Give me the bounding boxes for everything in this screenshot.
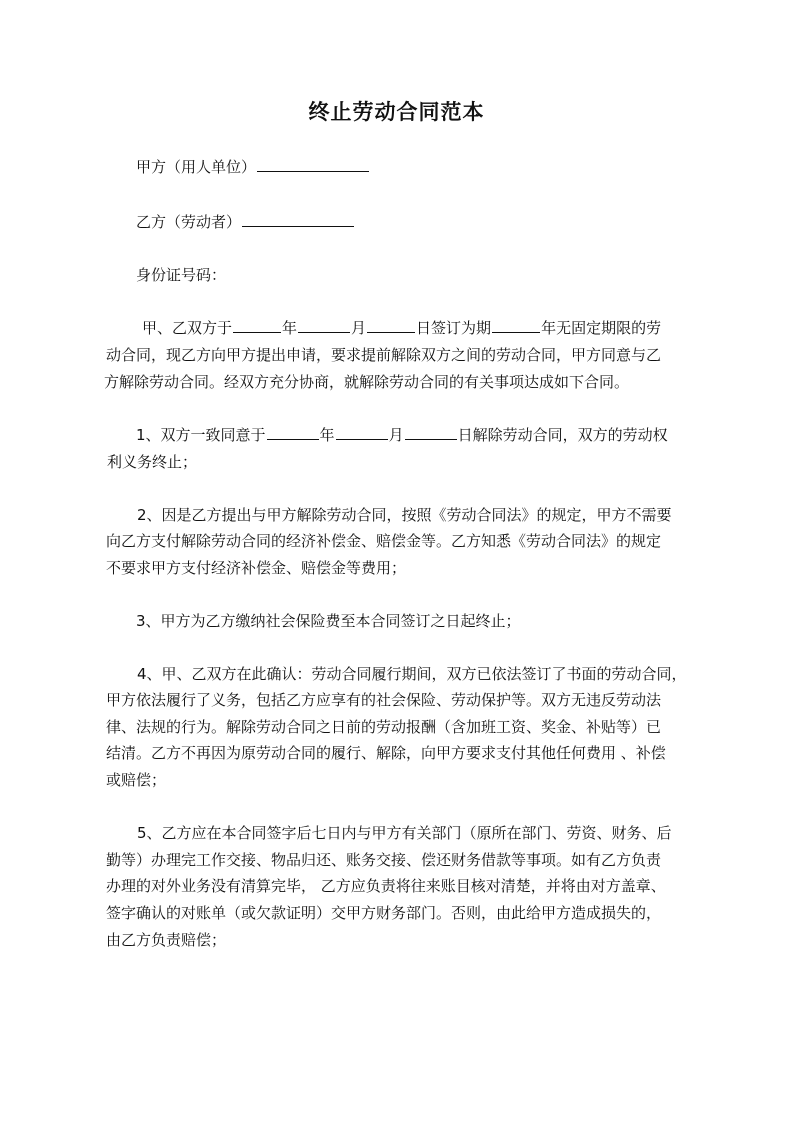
clause-1-line-2: 利义务终止；: [107, 453, 198, 471]
intro-text-d: 日签订为期: [416, 319, 492, 337]
intro-line-3: 方解除劳动合同。经双方充分协商，就解除劳动合同的有关事项达成如下合同。: [104, 373, 630, 391]
clause-5-line-3: 办理的对外业务没有清算完毕， 乙方应负责将往来账目核对清楚，并将由对方盖章、: [106, 877, 666, 895]
clause-5-line-4: 签字确认的对账单（或欠款证明）交甲方财务部门。否则，由此给甲方造成损失的，: [106, 904, 662, 922]
party-a-blank[interactable]: [257, 157, 369, 172]
clause-2-line-3: 不要求甲方支付经济补偿金、赔偿金等费用；: [106, 559, 407, 577]
party-b-label: 乙方（劳动者）: [136, 213, 242, 231]
clause-5-line-1: 5、乙方应在本合同签字后七日内与甲方有关部门（原所在部门、劳资、财务、后: [137, 824, 672, 842]
clause-1-year-blank[interactable]: [267, 425, 319, 440]
intro-text-c: 月: [351, 319, 367, 337]
clause-4-line-3: 律、法规的行为。解除劳动合同之日前的劳动报酬（含加班工资、奖金、补贴等）已: [106, 718, 662, 736]
intro-year-blank[interactable]: [233, 318, 281, 333]
document-title: 终止劳动合同范本: [308, 100, 485, 124]
clause-1-text-c: 月: [388, 426, 404, 444]
party-a-line: [136, 157, 370, 177]
clause-4-line-2: 甲方依法履行了义务，包括乙方应享有的社会保险、劳动保护等。双方无违反劳动法: [106, 691, 662, 709]
clause-1-text-a: 1、双方一致同意于: [136, 426, 266, 444]
clause-3-line-1: 3、甲方为乙方缴纳社会保险费至本合同签订之日起终止；: [136, 612, 521, 630]
party-b-blank[interactable]: [242, 212, 354, 227]
intro-text-a: 甲、乙双方于: [142, 319, 233, 337]
intro-line-2: 动合同，现乙方向甲方提出申请，要求提前解除双方之间的劳动合同，甲方同意与乙: [106, 346, 662, 364]
clause-5-line-2: 勤等）办理完工作交接、物品归还、账务交接、偿还财务借款等事项。如有乙方负责: [106, 851, 662, 869]
clause-4-line-1: 4、甲、乙双方在此确认：劳动合同履行期间，双方已依法签订了书面的劳动合同，: [137, 665, 687, 683]
intro-day-blank[interactable]: [367, 318, 415, 333]
intro-text-b: 年: [282, 319, 298, 337]
clause-1-month-blank[interactable]: [336, 425, 388, 440]
clause-2-line-1: 2、因是乙方提出与甲方解除劳动合同，按照《劳动合同法》的规定，甲方不需要: [137, 506, 672, 524]
id-number-line: [136, 265, 226, 285]
intro-text-e: 年无固定期限的劳: [541, 319, 662, 337]
id-number-label: 身份证号码：: [136, 266, 227, 284]
clause-1-text-d: 日解除劳动合同，双方的劳动权: [457, 426, 668, 444]
clause-4-line-5: 或赔偿；: [106, 771, 167, 789]
clause-1-text-b: 年: [319, 426, 335, 444]
party-b-line: [136, 212, 355, 232]
clause-1-line-1: [136, 425, 668, 445]
clause-4-line-4: 结清。乙方不再因为原劳动合同的履行、解除，向甲方要求支付其他任何费用 、补偿: [106, 744, 666, 762]
party-a-label: 甲方（用人单位）: [136, 158, 257, 176]
intro-term-blank[interactable]: [492, 318, 540, 333]
clause-5-line-5: 由乙方负责赔偿；: [106, 931, 227, 949]
clause-2-line-2: 向乙方支付解除劳动合同的经济补偿金、赔偿金等。乙方知悉《劳动合同法》的规定: [106, 532, 662, 550]
intro-line-1: [142, 318, 661, 338]
intro-month-blank[interactable]: [298, 318, 350, 333]
clause-1-day-blank[interactable]: [405, 425, 457, 440]
